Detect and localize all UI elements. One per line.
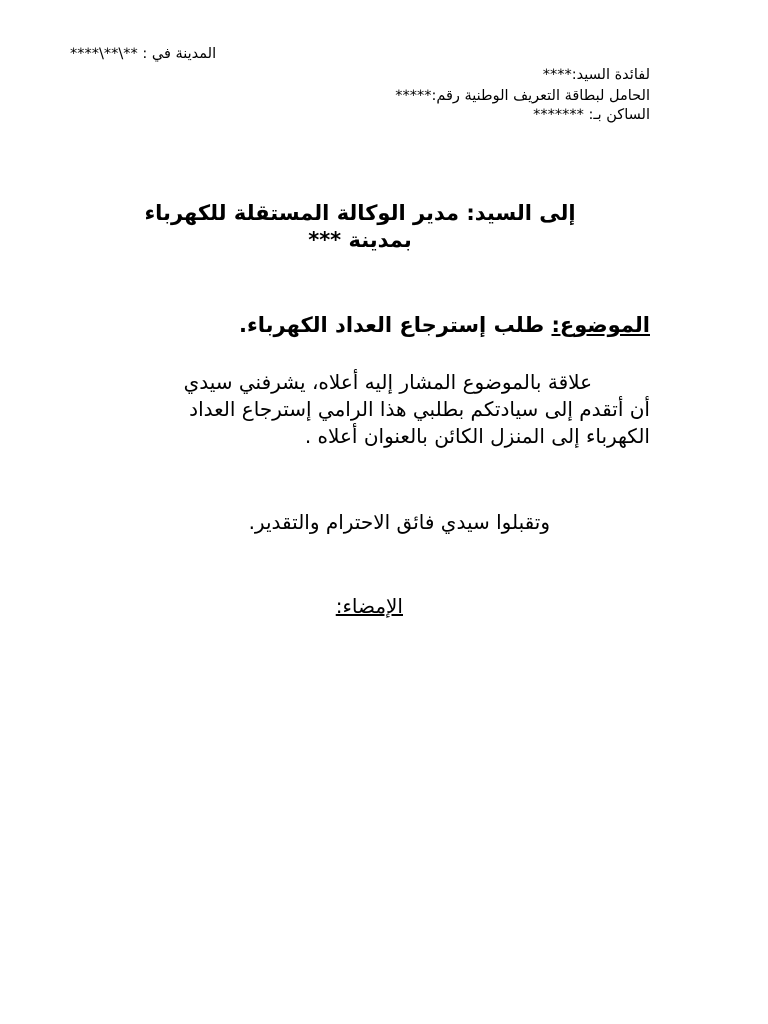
body-paragraph-line-1 [70,369,650,396]
recipient-line-1: إلى السيد: مدير الوكالة المستقلة للكهرباء [144,201,576,225]
subject-line [239,311,650,339]
sender-name: لفائدة السيد:**** [542,67,650,83]
body-paragraph-line-3: الكهرباء إلى المنزل الكائن بالعنوان أعلاه . [304,424,650,448]
body-line-1-text: علاقة بالموضوع المشار إليه أعلاه، يشرفني سيدي [183,370,592,394]
body-paragraph-line-2: أن أتقدم إلى سيادتكم بطلبي هذا الرامي إسترجاع العداد [189,397,650,421]
signature-label: الإمضاء: [335,594,403,618]
subject-text: طلب إسترجاع العداد الكهرباء. [239,313,552,337]
sender-id-number: الحامل لبطاقة التعريف الوطنية رقم:***** [395,88,650,104]
date-line: المدينة في : **\**\**** [70,46,217,62]
recipient-line-2: بمدينة *** [308,228,412,252]
closing-salutation: وتقبلوا سيدي فائق الاحترام والتقدير. [248,510,550,534]
sender-address: الساكن بـ: ******* [533,107,650,123]
subject-label: الموضوع: [551,313,650,337]
